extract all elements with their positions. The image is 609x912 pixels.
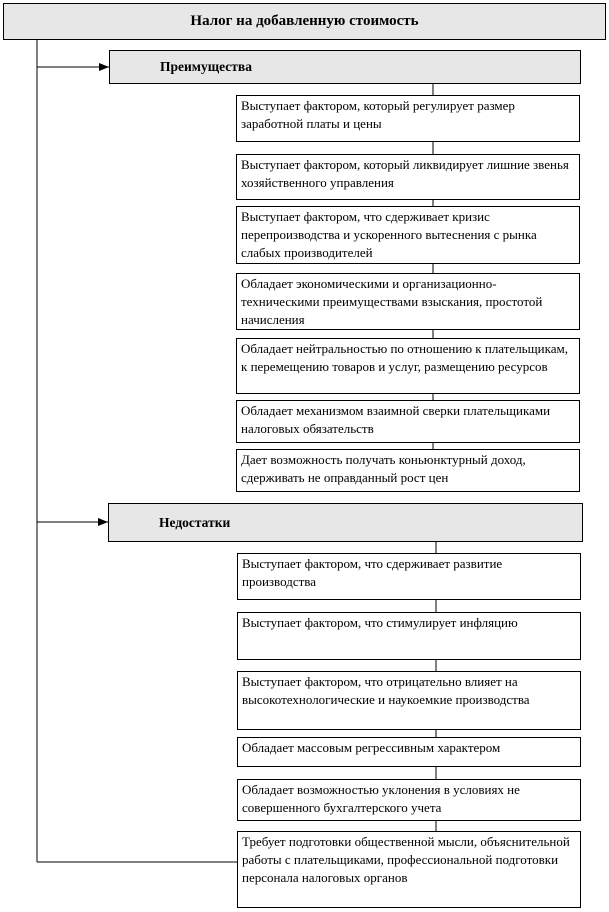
advantage-item: Выступает фактором, который ликвидирует лишние звенья хозяйственного управления xyxy=(236,154,580,200)
disadvantage-item: Обладает массовым регрессивным характером xyxy=(237,737,581,767)
disadvantage-item: Выступает фактором, что сдерживает развитие производства xyxy=(237,553,581,600)
advantage-item: Дает возможность получать коньюнктурный доход, сдерживать не оправданный рост цен xyxy=(236,449,580,492)
disadvantage-item: Требует подготовки общественной мысли, объяснительной работы с плательщиками, профессиональной подготовки персонала налоговых органов xyxy=(237,831,581,908)
advantage-item: Обладает нейтральностью по отношению к плательщикам, к перемещению товаров и услуг, размещению ресурсов xyxy=(236,338,580,394)
section-advantages-header: Преимущества xyxy=(109,50,581,84)
advantage-item: Обладает экономическими и организационно-техническими преимуществами взыскания, простотой начисления xyxy=(236,273,580,330)
disadvantage-item: Выступает фактором, что отрицательно влияет на высокотехнологические и наукоемкие производства xyxy=(237,671,581,730)
diagram-title: Налог на добавленную стоимость xyxy=(3,3,606,40)
disadvantage-item: Выступает фактором, что стимулирует инфляцию xyxy=(237,612,581,660)
advantage-item: Выступает фактором, что сдерживает кризис перепроизводства и ускоренного вытеснения с рынка слабых производителей xyxy=(236,206,580,264)
advantage-item: Обладает механизмом взаимной сверки плательщиками налоговых обязательств xyxy=(236,400,580,443)
section-disadvantages-header: Недостатки xyxy=(108,503,583,542)
advantage-item: Выступает фактором, который регулирует размер заработной платы и цены xyxy=(236,95,580,142)
disadvantage-item: Обладает возможностью уклонения в условиях не совершенного бухгалтерского учета xyxy=(237,779,581,821)
